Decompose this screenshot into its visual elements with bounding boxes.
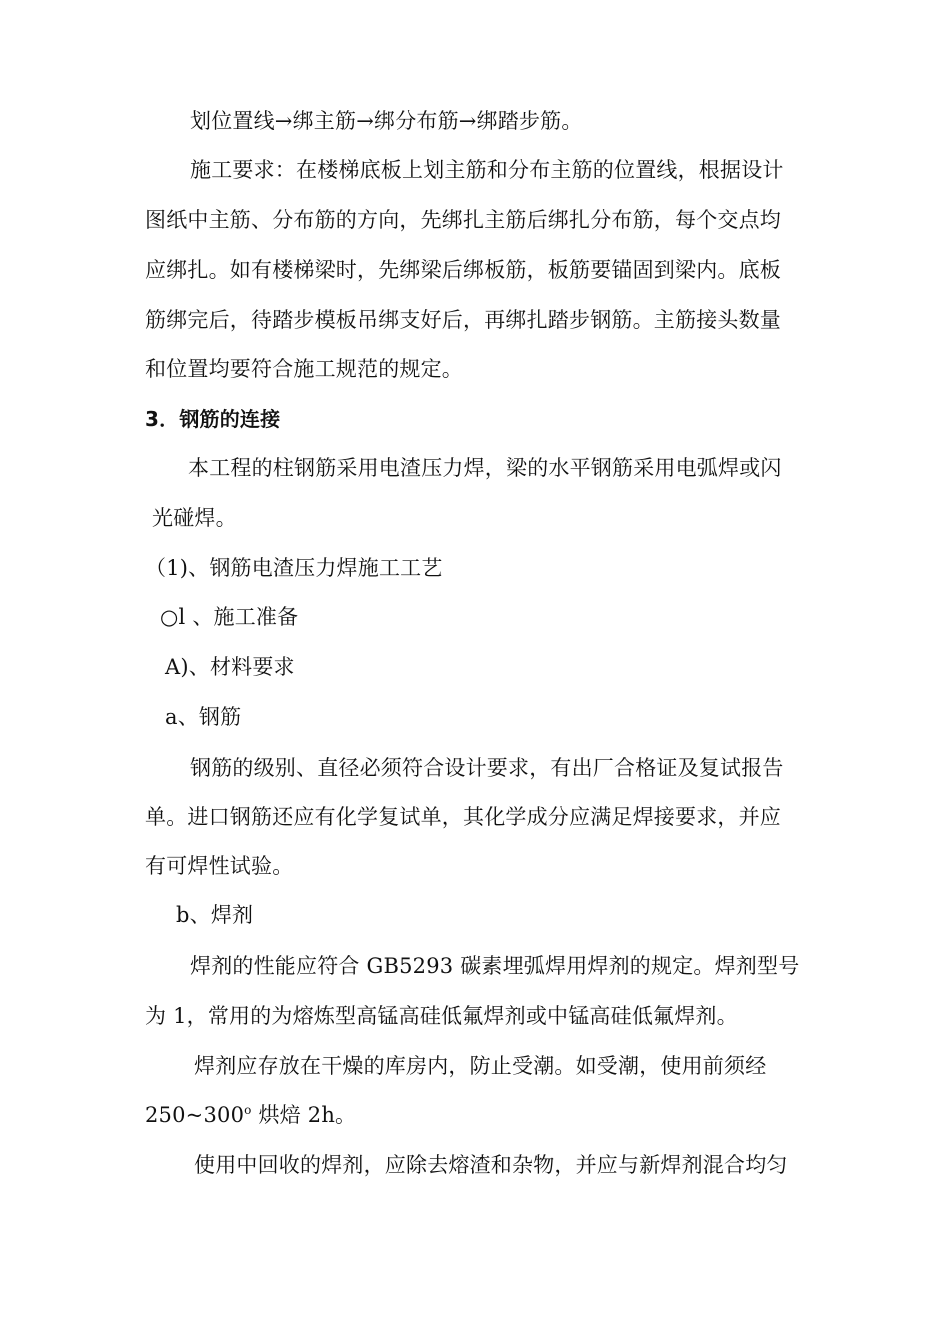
paragraph-line: 和位置均要符合施工规范的规定。 — [145, 357, 463, 381]
paragraph-line: 使用中回收的焊剂，应除去熔渣和杂物，并应与新焊剂混合均匀 — [194, 1153, 788, 1177]
paragraph-line: 划位置线→绑主筋→绑分布筋→绑踏步筋。 — [190, 109, 583, 133]
paragraph-line — [145, 1101, 356, 1129]
section-heading: 3．钢筋的连接 — [145, 407, 281, 431]
paragraph-line: 光碰焊。 — [152, 506, 237, 530]
baking-duration: 烘焙 2h。 — [251, 1103, 357, 1127]
list-item-heading: A)、材料要求 — [165, 655, 295, 679]
paragraph-line: 图纸中主筋、分布筋的方向，先绑扎主筋后绑扎分布筋，每个交点均 — [145, 208, 781, 232]
paragraph-line: 施工要求：在楼梯底板上划主筋和分布主筋的位置线，根据设计 — [190, 158, 784, 182]
paragraph-line: 钢筋的级别、直径必须符合设计要求，有出厂合格证及复试报告 — [190, 756, 784, 780]
paragraph-line: 筋绑完后，待踏步模板吊绑支好后，再绑扎踏步钢筋。主筋接头数量 — [145, 308, 781, 332]
list-item-heading: b、焊剂 — [176, 903, 254, 927]
paragraph-line: 为 1，常用的为熔炼型高锰高硅低氟焊剂或中锰高硅低氟焊剂。 — [145, 1004, 738, 1028]
paragraph-line: 单。进口钢筋还应有化学复试单，其化学成分应满足焊接要求，并应 — [145, 805, 781, 829]
paragraph-line: 有可焊性试验。 — [145, 854, 294, 878]
list-item-heading: ○l 、施工准备 — [160, 605, 299, 629]
list-item-heading: a、钢筋 — [165, 705, 242, 729]
temperature-range: 250~300 — [145, 1103, 245, 1127]
degree-mark: o — [244, 1103, 252, 1117]
subsection-heading: （1)、钢筋电渣压力焊施工工艺 — [145, 556, 443, 580]
paragraph-line: 本工程的柱钢筋采用电渣压力焊，梁的水平钢筋采用电弧焊或闪 — [188, 456, 782, 480]
paragraph-line: 焊剂的性能应符合 GB5293 碳素埋弧焊用焊剂的规定。焊剂型号 — [190, 954, 800, 978]
paragraph-line: 焊剂应存放在干燥的库房内，防止受潮。如受潮，使用前须经 — [194, 1054, 767, 1078]
paragraph-line: 应绑扎。如有楼梯梁时，先绑梁后绑板筋，板筋要锚固到梁内。底板 — [145, 258, 781, 282]
